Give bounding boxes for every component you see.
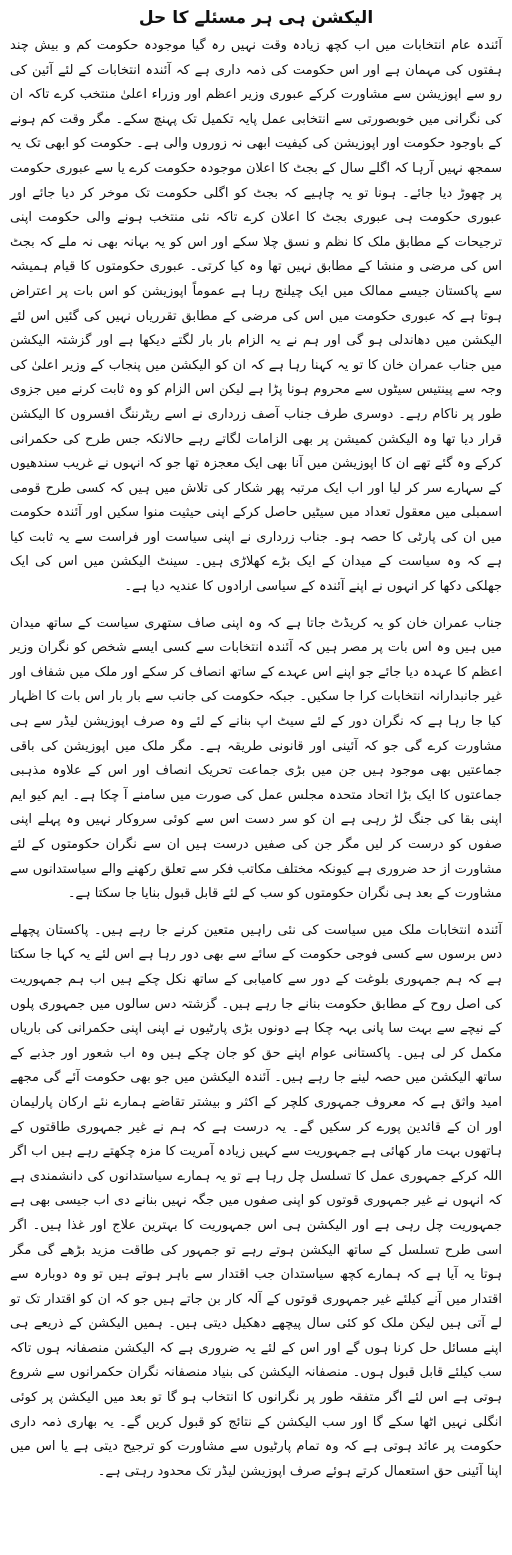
article-paragraph-3: آئندہ انتخابات ملک میں سیاست کی نئی راہیں متعین کرنے جا رہے ہیں۔ پاکستان پچھلے دس برسوں سے کسی فوجی حکومت کے سائے سے بھی دور رہا ہے اس لئے یہ کہا جا سکتا ہے کہ ہم جمہوری بلوغت کے دور سے کامیابی کے ساتھ نکل چکے ہیں اب ہم جمہوریت کی اصل روح کے مطابق حکومت بنانے جا رہے ہیں۔ گزشتہ دس سالوں میں جمہوری پلوں کے نیچے سے بہت سا پانی بہہ چکا ہے دونوں بڑی پارٹیوں نے اپنی اپنی حکمرانی کی باریاں مکمل کر لی ہیں۔ پاکستانی عوام اپنے حق کو جان چکے ہیں وہ اب شعور اور جذبے کے ساتھ الیکشن میں حصہ لینے جا رہے ہیں۔ آئندہ الیکشن میں جو بھی حکومت آئے گی مجھے امید واثق ہے کہ معروف جمہوری کلچر کے اکثر و بیشتر تقاضے ہمارے نئے ارکان پارلیمان اور ان کے قائدین پورے کر سکیں گے۔ یہ درست ہے کہ ہم نے غیر جمہوری طاقتوں کے ہاتھوں بہت مار کھائی ہے جمہوریت سے کہیں زیادہ آمریت کا مزہ چکھتے رہے ہیں اب اگر اللہ کرکے جمہوری عمل کا تسلسل چل رہا ہے تو یہ ہمارے سیاستدانوں کی دانشمندی ہے کہ انہوں نے غیر جمہوری قوتوں کو اپنی صفوں میں جگہ نہیں بنانے دی اب جیسی بھی ہے جمہوریت چل رہی ہے اور الیکشن ہی اس جمہوریت کا بہترین علاج اور غذا ہیں۔ اگر اسی طرح تسلسل کے ساتھ الیکشن ہوتے رہے تو جمہور کی طاقت مزید بڑھے گی مگر ہوتا یہ آیا ہے کہ ہمارے کچھ سیاستدان جب اقتدار سے باہر ہوتے ہیں تو وہ دوبارہ سے اقتدار میں آنے کیلئے غیر جمہوری قوتوں کے آلہ کار بن جاتے ہیں جو کہ ان کو اقتدار تک تو لے آتی ہیں لیکن ملک کو کئی سال پیچھے دھکیل دیتی ہیں۔ ہمیں الیکشن کے ذریعے ہی اپنے مسائل حل کرنا ہوں گے اور اس کے لئے یہ ضروری ہے کہ الیکشن منصفانہ ہوں تاکہ سب کیلئے قابل قبول ہوں۔ منصفانہ الیکشن کی بنیاد منصفانہ نگران حکمرانوں سے شروع ہوتی ہے اس لئے اگر متفقہ طور پر نگرانوں کا انتخاب ہو گا تو بعد میں الیکشن پر کوئی انگلی نہیں اٹھا سکے گا اور سب الیکشن کے نتائج کو قبول کریں گے۔ یہ بھاری ذمہ داری حکومت پر عائد ہوتی ہے کہ وہ تمام پارٹیوں سے مشاورت کو ترجیح دیتی ہے یا اس میں اپنا آئینی حق استعمال کرتے ہوئے صرف اپوزیشن لیڈر تک محدود رہتی ہے۔: [10, 922, 503, 1479]
article-title: الیکشن ہی ہر مسئلے کا حل: [138, 8, 374, 28]
article-paragraph-2: جناب عمران خان کو یہ کریڈٹ جاتا ہے کہ وہ اپنی صاف ستھری سیاست کے ساتھ میدان میں ہیں وہ اس بات پر مصر ہیں کہ آئندہ انتخابات سے کسی ایسے شخص کو نگران وزیر اعظم کا عہدہ دیا جائے جو اپنے اس عہدے کے ساتھ انصاف کر سکے اور ملک میں شفاف اور غیر جانبدارانہ انتخابات کرا جا سکیں۔ جبکہ حکومت کی جانب سے بار بار اس بات کا اظہار کیا جا رہا ہے کہ نگران دور کے لئے سیٹ اپ بنانے کے لئے وہ صرف اپوزیشن لیڈر سے ہی مشاورت کرے گی جو کہ آئینی اور قانونی طریقہ ہے۔ مگر ملک میں اپوزیشن کی باقی جماعتیں بھی موجود ہیں جن میں بڑی جماعت تحریک انصاف اور اس کے علاوہ مذہبی جماعتوں کا ایک بڑا اتحاد متحدہ مجلس عمل کی صورت میں سامنے آ چکا ہے۔ ایم کیو ایم اپنی بقا کی جنگ لڑ رہی ہے ان کو سر دست اس سے کوئی سروکار نہیں وہ پہلے اپنی صفوں کو درست کر لیں مگر جن کی صفیں درست ہیں ان سے نگران حکومتوں کے لئے مشاورت از حد ضروری ہے کیونکہ مختلف مکاتب فکر سے تعلق رکھنے والے سیاستدانوں سے مشاورت کے بعد ہی نگران حکومتوں کو سب کے لئے قابل قبول بنایا جا سکتا ہے۔: [10, 615, 502, 902]
article-paragraph-1: آئندہ عام انتخابات میں اب کچھ زیادہ وقت نہیں رہ گیا موجودہ حکومت کم و بیش چند ہفتوں کی مہمان ہے اور اس حکومت کی ذمہ داری ہے کہ آئندہ انتخابات کے لئے آئین کی رو سے اپوزیشن سے مشاورت کرکے عبوری وزیر اعظم اور وزراء اعلیٰ منتخب کرے تاکہ ان کی نگرانی میں خوبصورتی سے انتخابی عمل پایہ تکمیل تک پہنچ سکے۔ مگر وقت کم ہونے کے باوجود حکومت اور اپوزیشن کی کیفیت ابھی نہ زوروں والی ہے۔ حکومت کو ابھی تک یہ سمجھ نہیں آرہا کہ اگلے سال کے بجٹ کا اعلان موجودہ حکومت کرے یا سے عبوری حکومت پر چھوڑ دیا جائے۔ ہونا تو یہ چاہیے کہ بجٹ کو اگلی حکومت تک موخر کر دیا جائے اور عبوری حکومت ہی عبوری بجٹ کا اعلان کرے تاکہ نئی منتخب ہونے والی حکومت اپنی ترجیحات کے مطابق ملک کا نظم و نسق چلا سکے اور اس کو یہ بہانہ بھی نہ ملے کہ بجٹ اس کی مرضی و منشا کے مطابق نہیں تھا وہ کیا کرتی۔ عبوری حکومتوں کا قیام ہمیشہ سے پاکستان جیسے ممالک میں ایک چیلنج رہا ہے عموماً اپوزیشن کو اس بات پر اعتراض ہوتا ہے کہ عبوری حکومت میں اس کی مرضی کے مطابق تقرریاں نہیں کی گئیں اس لئے الیکشن میں دھاندلی ہو گی اور ہم نے یہ الزام بار بار لگتے دیکھا ہے اور گزشتہ الیکشن میں جناب عمران خان کا تو یہ کہنا رہا ہے کہ ان کو الیکشن میں پنجاب کے وزیر اعلیٰ کی وجہ سے پینتیس سیٹوں سے محروم ہونا پڑا ہے لیکن اس الزام کو وہ ثابت کرنے میں جزوی طور پر ناکام رہے۔ دوسری طرف جناب آصف زرداری نے اسے ریٹرننگ افسروں کا الیکشن قرار دیا تھا وہ الیکشن کمیشن پر بھی الزامات لگاتے رہے حالانکہ جس طرح کی حکمرانی کرکے وہ گئے تھے ان کا اپوزیشن میں آنا بھی ایک معجزہ تھا جو کہ انہوں نے غریب سندھیوں کے سہارے سر کر لیا اور اب ایک مرتبہ پھر شکار کی تلاش میں ہیں کہ کسی طرح قومی اسمبلی میں معقول تعداد میں سیٹیں حاصل کرکے اپنی حیثیت منوا سکیں اور آئندہ حکومت میں ان کی پارٹی کا حصہ ہو۔ جناب زرداری نے اپنی سیاست اور فراست سے یہ ثابت کیا ہے کہ وہ سیاست کے میدان کے ایک بڑے کھلاڑی ہیں۔ سینٹ الیکشن میں اس کی ایک جھلکی دکھا کر انہوں نے اپنے آئندہ کے سیاسی ارادوں کا عندیہ دیا ہے۔: [10, 38, 502, 595]
